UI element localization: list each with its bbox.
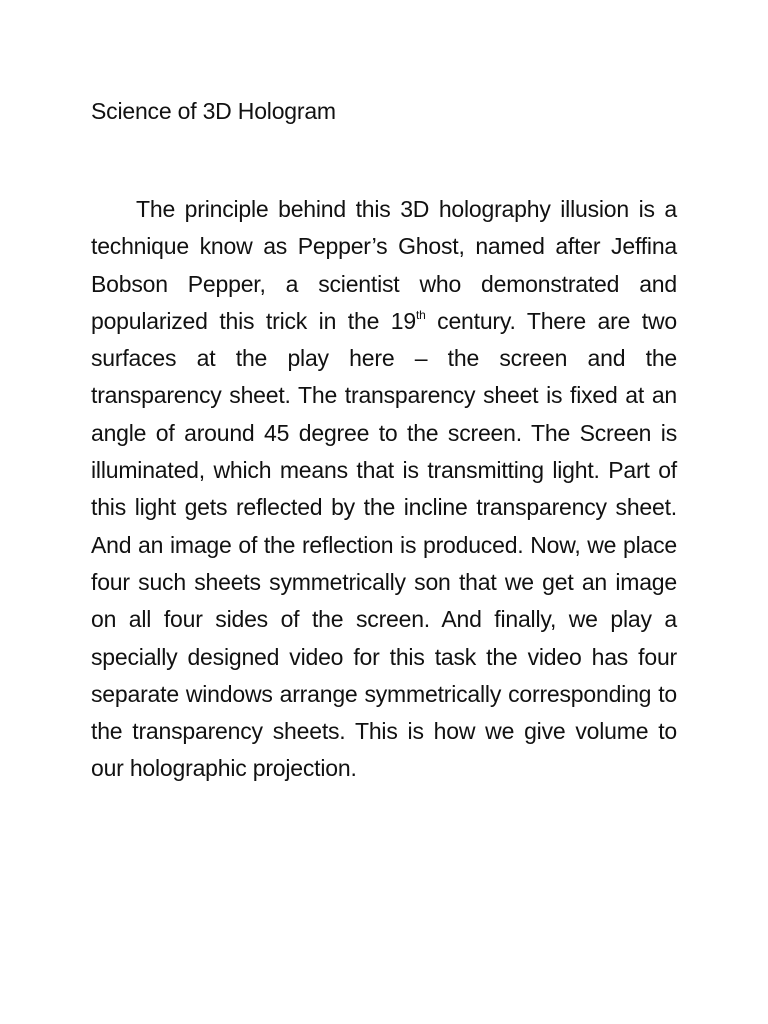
ordinal-superscript: th <box>415 307 426 322</box>
paragraph-text-end: century. There are two surfaces at the play here – the screen and the transparency sheet. The transparency sheet is fixed at an angle of around 45 degree to the screen. The Screen is illuminated, which means that is transmitting light. Part of this light gets reflected by the incline transparency sheet. And an image of the reflection is produced. Now, we place four such sheets symmetrically son that we get an image on all four sides of the screen. And finally, we play a specially designed video for this task the video has four separate windows arrange symmetrically corresponding to the transparency sheets. This is how we give volume to our holographic projection. <box>91 307 677 782</box>
paragraph-text-start: The principle behind this 3D holography illusion is a technique know as Pepper’s Ghost, named after Jeffina Bobson Pepper, a scientist who demonstrated and popularized this trick in the 19 <box>91 196 677 334</box>
body-paragraph <box>91 191 677 788</box>
document-title: Science of 3D Hologram <box>91 98 336 124</box>
